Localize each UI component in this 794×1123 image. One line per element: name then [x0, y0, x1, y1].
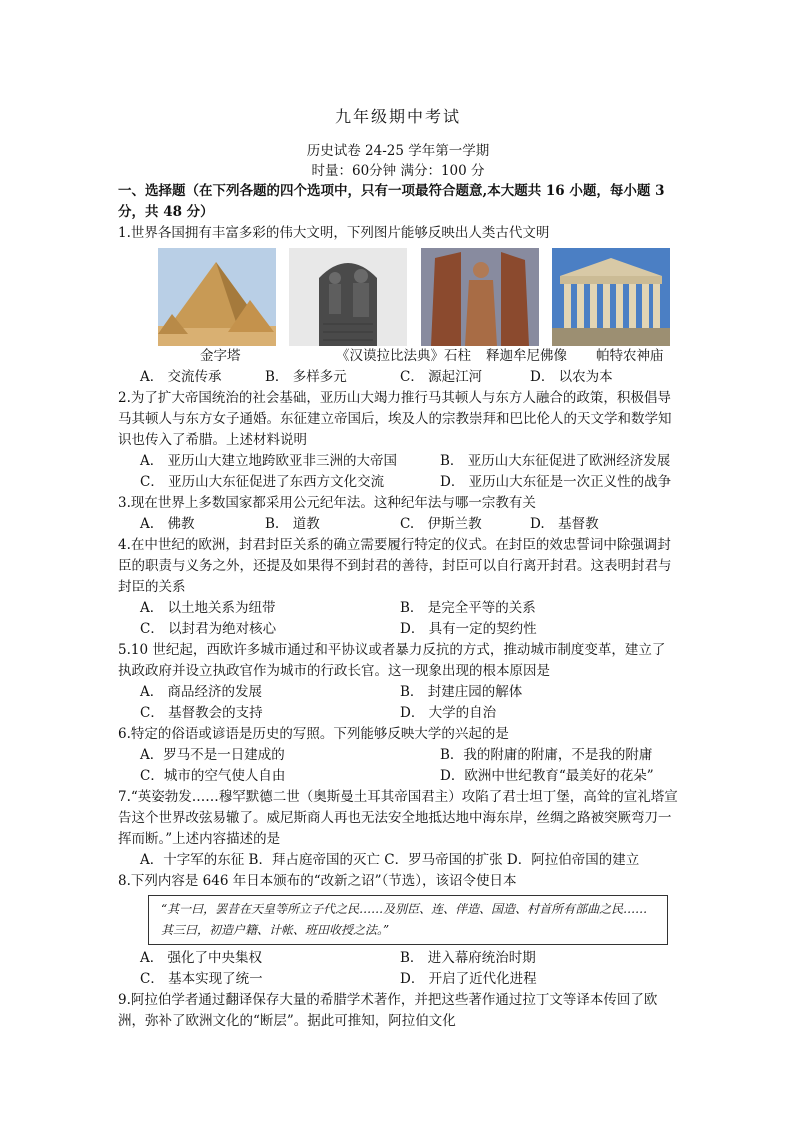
- pyramid-photo: [158, 248, 276, 346]
- hammurabi-stele-photo: [289, 248, 407, 346]
- option-c: C． 基督教会的支持: [140, 705, 263, 721]
- option-a: A． 亚历山大建立地跨欧亚非三洲的大帝国: [140, 453, 398, 469]
- q2-options: [118, 451, 678, 493]
- option-d: D. 基督教: [530, 516, 599, 532]
- question-6: 6.特定的俗语或谚语是历史的写照。下列能够反映大学的兴起的是: [118, 726, 509, 742]
- question-8: 8.下列内容是 646 年日本颁布的“改新之诏”（节选），该诏令使日本: [118, 873, 517, 889]
- q8-quote-box: “其一曰，罢昔在天皇等所立子代之民……及别臣、连、伴造、国造、村首所有部曲之民……其三曰，初造户籍、计帐、班田收授之法。”: [148, 895, 668, 945]
- question-4: 4.在中世纪的欧洲，封君封臣关系的确立需要履行特定的仪式。在封臣的效忠誓词中除强调封臣的职责与义务之外，还提及如果得不到封君的善待，封臣可以自行离开封君。这表明封君与封臣的关系: [118, 537, 672, 595]
- option-c: C． 基本实现了统一: [140, 971, 263, 987]
- option-a: A． 强化了中央集权: [140, 950, 263, 966]
- question-7: 7.“英姿勃发……穆罕默德二世（奥斯曼土耳其帝国君主）攻陷了君士坦丁堡，高耸的宣礼塔宣告这个世界改弦易辙了。威尼斯商人再也无法安全地抵达地中海东岸，丝绸之路被突厥弯刀一挥而断。”上述内容描述的是: [118, 789, 678, 847]
- option-d: D． 开启了近代化进程: [400, 971, 537, 987]
- q4-options: [118, 598, 678, 640]
- option-b: B． 进入幕府统治时期: [400, 950, 536, 966]
- section-heading: 一、选择题（在下列各题的四个选项中，只有一项最符合题意,本大题共 16 小题，每小题 3 分，共 48 分）: [118, 183, 665, 220]
- q1-options: [118, 367, 678, 388]
- q1-captions: [118, 346, 678, 367]
- option-a: A． 交流传承: [140, 369, 222, 385]
- buddha-statue-photo: [421, 248, 539, 346]
- time-score: 时量：60分钟 满分：100 分: [311, 163, 485, 179]
- option-b: B． 封建庄园的解体: [400, 684, 523, 700]
- option-a: A． 商品经济的发展: [140, 684, 263, 700]
- option-c: C． 以封君为绝对核心: [140, 621, 277, 637]
- exam-subtitle: 历史试卷 24-25 学年第一学期: [306, 143, 490, 159]
- options-line: A．十字军的东征 B．拜占庭帝国的灭亡 C．罗马帝国的扩张 D．阿拉伯帝国的建立: [140, 852, 640, 868]
- question-9: 9.阿拉伯学者通过翻译保存大量的希腊学术著作，并把这些著作通过拉丁文等译本传回了欧洲，弥补了欧洲文化的“断层”。据此可推知，阿拉伯文化: [118, 992, 658, 1029]
- q8-options: [118, 948, 678, 990]
- question-3: 3.现在世界上多数国家都采用公元纪年法。这种纪年法与哪一宗教有关: [118, 495, 536, 511]
- caption-parthenon: 帕特农神庙: [596, 348, 664, 364]
- option-d: D．欧洲中世纪教育“最美好的花朵”: [440, 768, 654, 784]
- option-d: D． 具有一定的契约性: [400, 621, 537, 637]
- caption-stele: 《汉谟拉比法典》石柱: [336, 348, 471, 364]
- option-b: B． 多样多元: [265, 369, 347, 385]
- option-b: B．我的附庸的附庸，不是我的附庸: [440, 747, 653, 763]
- parthenon-photo: [552, 248, 670, 346]
- option-b: B． 亚历山大东征促进了欧洲经济发展: [440, 453, 671, 469]
- exam-page: [118, 104, 678, 1032]
- option-d: D． 亚历山大东征是一次正义性的战争: [440, 474, 672, 490]
- option-a: A． 以土地关系为纽带: [140, 600, 276, 616]
- option-b: B. 道教: [265, 516, 320, 532]
- option-c: C．城市的空气使人自由: [140, 768, 286, 784]
- option-d: D． 大学的自治: [400, 705, 497, 721]
- q5-options: [118, 682, 678, 724]
- question-5: 5.10 世纪起，西欧许多城市通过和平协议或者暴力反抗的方式，推动城市制度变革，建立了执政政府并设立执政官作为城市的行政长官。这一现象出现的根本原因是: [118, 642, 666, 679]
- caption-pyramid: 金字塔: [200, 348, 241, 364]
- q3-options: [118, 514, 678, 535]
- option-a: A. 佛教: [140, 516, 195, 532]
- exam-title: 九年级期中考试: [334, 107, 461, 126]
- option-c: C． 源起江河: [400, 369, 483, 385]
- option-d: D． 以农为本: [530, 369, 613, 385]
- question-2: 2.为了扩大帝国统治的社会基础，亚历山大竭力推行马其顿人与东方人融合的政策，积极倡导马其顿人与东方女子通婚。东征建立帝国后，埃及人的宗教崇拜和巴比伦人的天文学和数学知识也传入了希腊。上述材料说明: [118, 390, 672, 448]
- q7-options: [118, 850, 678, 871]
- q1-image-row: [158, 248, 670, 346]
- caption-buddha: 释迦牟尼佛像: [486, 348, 567, 364]
- q6-options: [118, 745, 678, 787]
- option-c: C． 亚历山大东征促进了东西方文化交流: [140, 474, 385, 490]
- question-1: 1.世界各国拥有丰富多彩的伟大文明，下列图片能够反映出人类古代文明: [118, 225, 550, 241]
- option-b: B． 是完全平等的关系: [400, 600, 536, 616]
- option-c: C. 伊斯兰教: [400, 516, 482, 532]
- option-a: A．罗马不是一日建成的: [140, 747, 285, 763]
